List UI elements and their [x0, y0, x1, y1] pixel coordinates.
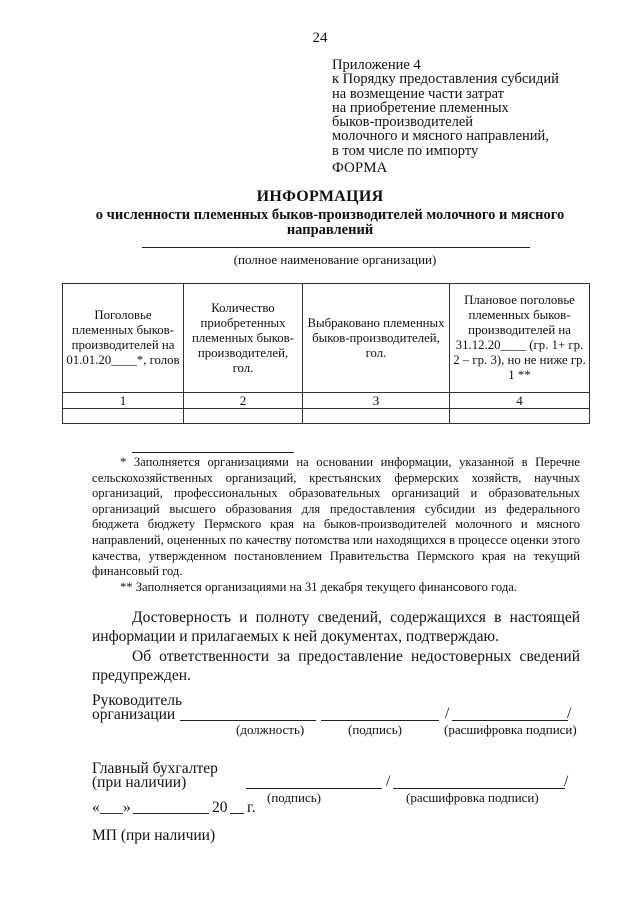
footnote-1: * Заполняется организациями на основании информации, указанной в Перечне сельскохозяйственных организаций, крестьянских фермерских хозяйств, научных организаций, профессиональных образовательных организаций и образовательных организаций высшего образования для предоставления субсидии из федерального бюджета бюджету Пермского края на быков-производителей молочного и мясного направлений, оцененных по качеству потомства или находящихся в процессе оценки этого качества, утвержденном постановлением Правительства Пермского края на текущий финансовый год.	[92, 455, 580, 579]
signature-hint: (подпись)	[348, 722, 402, 737]
appendix-block	[332, 58, 559, 158]
table-cell[interactable]	[303, 409, 450, 424]
stamp-label: МП (при наличии)	[92, 827, 216, 844]
appendix-line: на возмещение части затрат	[332, 85, 504, 102]
slash: /	[445, 705, 450, 722]
accuracy-text: Достоверность и полноту сведений, содержащихся в настоящей информации и прилагаемых к ней документах, подтверждаю.	[92, 609, 580, 645]
position-hint: (должность)	[236, 722, 305, 737]
year-prefix: 20	[212, 799, 228, 816]
table-cell[interactable]	[184, 409, 303, 424]
responsibility-text: Об ответственности за предоставление недостоверных сведений предупрежден.	[92, 648, 580, 684]
table-cell[interactable]	[450, 409, 590, 424]
year-suffix: г.	[247, 799, 256, 816]
table-cell[interactable]	[63, 409, 184, 424]
year-field[interactable]	[230, 813, 244, 814]
appendix-line: на приобретение племенных	[332, 99, 509, 116]
position-field[interactable]	[180, 720, 316, 721]
column-number: 1	[63, 393, 184, 409]
appendix-line: Приложение 4	[332, 57, 421, 73]
footnote-separator	[132, 452, 294, 453]
accuracy-statement	[92, 608, 580, 646]
organization-name-field[interactable]	[142, 247, 530, 248]
month-field[interactable]	[133, 813, 209, 814]
appendix-line: к Порядку предоставления субсидий	[332, 71, 559, 88]
footnote-2: ** Заполняется организациями на 31 декабря текущего финансового года.	[120, 579, 517, 594]
head-signature-field[interactable]	[321, 720, 439, 721]
accountant-signature-field[interactable]	[246, 788, 382, 789]
header-cell-2: Количество приобретенных племенных быков-производителей, гол.	[184, 284, 303, 393]
form-label: ФОРМА	[332, 160, 388, 176]
document-title: ИНФОРМАЦИЯ	[256, 188, 384, 205]
slash: /	[564, 773, 569, 790]
header-cell-3: Выбраковано племенных быков-производителей, гол.	[303, 284, 450, 393]
close-quote: »	[123, 799, 131, 816]
appendix-line: быков-производителей	[332, 114, 474, 131]
accountant-decoding-field[interactable]	[393, 788, 565, 789]
column-number: 3	[303, 393, 450, 409]
accountant-label-line1: Главный бухгалтер	[92, 760, 218, 777]
decoding-hint: (расшифровка подписи)	[444, 722, 577, 737]
table-header-row	[63, 284, 590, 393]
decoding-hint: (расшифровка подписи)	[406, 790, 539, 805]
page-number: 24	[312, 30, 328, 46]
organization-name-hint: (полное наименование организации)	[233, 252, 437, 267]
data-table	[62, 283, 590, 424]
signature-hint: (подпись)	[267, 790, 321, 805]
column-number: 2	[184, 393, 303, 409]
head-decoding-field[interactable]	[452, 720, 568, 721]
header-cell-4: Плановое поголовье племенных быков-производителей на 31.12.20____ (гр. 1+ гр. 2 – гр. 3), но не ниже гр. 1 **	[450, 284, 590, 393]
appendix-line: в том числе по импорту	[332, 142, 479, 159]
column-number: 4	[450, 393, 590, 409]
open-quote: «	[92, 799, 100, 816]
slash: /	[386, 773, 391, 790]
appendix-line: молочного и мясного направлений,	[332, 128, 549, 145]
day-field[interactable]: ___	[99, 799, 123, 816]
responsibility-statement	[92, 647, 580, 685]
head-label-line1: Руководитель	[92, 692, 183, 709]
date-line	[92, 800, 131, 815]
document-subtitle: о численности племенных быков-производителей молочного и мясного направлений	[95, 207, 565, 238]
table-row	[63, 409, 590, 424]
slash: /	[567, 705, 572, 722]
table-number-row	[63, 393, 590, 409]
footnotes	[92, 455, 580, 595]
accountant-label-line2: (при наличии)	[92, 774, 187, 791]
header-cell-1: Поголовье племенных быков-производителей на 01.01.20____*, голов	[63, 284, 184, 393]
head-label-line2: организации	[92, 706, 176, 723]
